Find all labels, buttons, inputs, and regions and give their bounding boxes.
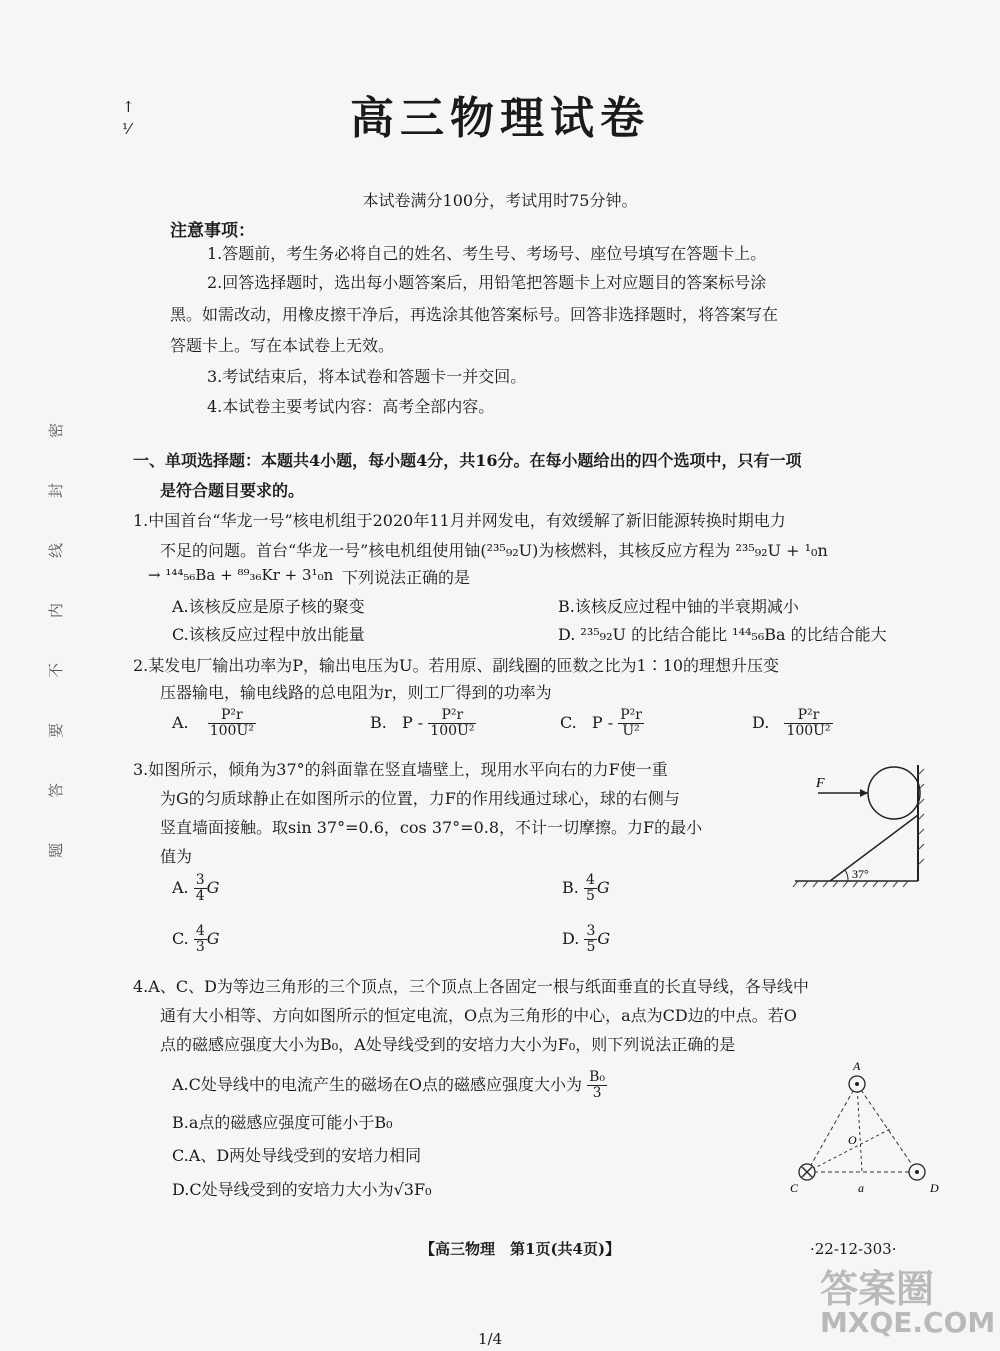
option-label: C. <box>172 929 189 948</box>
denominator: 3 <box>592 1085 602 1101</box>
force-label: F <box>816 776 825 791</box>
unit: G <box>206 929 220 948</box>
option-prefix: P - <box>401 713 424 732</box>
angle-label: 37° <box>852 867 869 881</box>
triangle-edge-ac <box>807 1084 857 1172</box>
denominator: 100U² <box>786 723 831 739</box>
binding-char: 密 <box>47 422 66 439</box>
triangle-edge-ad <box>857 1084 917 1172</box>
q3-line4: 值为 <box>160 847 193 866</box>
incline-line <box>830 815 918 881</box>
denominator: 100U² <box>209 723 254 739</box>
q3-line3: 竖直墙面接触。取sin 37°=0.6，cos 37°=0.8，不计一切摩擦。力F的最小 <box>160 818 703 837</box>
binding-char: 要 <box>47 722 66 739</box>
q4-line1: 4.A、C、D为等边三角形的三个顶点，三个顶点上各固定一根与纸面垂直的长直导线，各导线中 <box>133 977 809 996</box>
denominator: 3 <box>195 939 205 955</box>
fraction <box>618 708 644 739</box>
q4-line3: 点的磁感应强度大小为B₀，A处导线受到的安培力大小为F₀，则下列说法正确的是 <box>160 1035 736 1054</box>
notice-item-1: 1.答题前，考生务必将自己的姓名、考生号、考场号、座位号填写在答题卡上。 <box>207 244 767 263</box>
option-label: B. <box>562 878 579 897</box>
binding-line <box>40 420 76 880</box>
denominator: 100U² <box>430 723 475 739</box>
q1-line3: → ¹⁴⁴₅₆Ba + ⁸⁹₃₆Kr + 3¹₀n <box>148 566 334 584</box>
q1-line2: 不足的问题。首台“华龙一号”核电机组使用铀(²³⁵₉₂U)为核燃料，其核反应方程为 ²³⁵₉₂U + ¹₀n <box>160 541 828 560</box>
footer-label: 【高三物理 第1页(共4页)】 <box>420 1240 621 1258</box>
arrow-head-icon <box>860 789 868 797</box>
fraction <box>584 924 597 955</box>
corner-marks: ↑ ⅟ <box>122 98 135 138</box>
q3-line1: 3.如图所示，倾角为37°的斜面靠在竖直墙壁上，现用水平向右的力F使一重 <box>133 760 668 779</box>
ground-hatch <box>793 881 908 887</box>
watermark-logo: 答案圈 <box>820 1267 935 1311</box>
q3-option-c <box>172 924 220 955</box>
unit: G <box>206 878 220 897</box>
numerator: P²r <box>620 707 642 723</box>
q4-figure <box>780 1058 950 1200</box>
section1-line1: 一、单项选择题：本题共4小题，每小题4分，共16分。在每小题给出的四个选项中，只有一项 <box>133 451 802 470</box>
q3-figure <box>790 735 940 895</box>
label-d: D <box>930 1181 939 1195</box>
binding-char: 题 <box>47 842 66 859</box>
watermark-url: MXQE.COM <box>820 1306 996 1339</box>
q1-line3b: 下列说法正确的是 <box>342 568 471 587</box>
numerator: P²r <box>784 708 832 724</box>
footer-code: ·22-12-303· <box>810 1240 897 1258</box>
numerator: P²r <box>208 708 256 724</box>
numerator: P²r <box>428 708 476 724</box>
q4-option-b: B.a点的磁感应强度可能小于B₀ <box>172 1113 393 1132</box>
ball-circle <box>868 767 920 819</box>
q3-option-a <box>172 873 219 904</box>
q3-option-b <box>562 873 610 904</box>
option-label: D. <box>562 929 580 948</box>
label-a-midpoint: a <box>858 1181 864 1195</box>
option-text: A.C处导线中的电流产生的磁场在O点的磁感应强度大小为 <box>172 1075 583 1094</box>
q1-option-c: C.该核反应过程中放出能量 <box>172 625 365 644</box>
label-c: C <box>790 1181 799 1195</box>
q1-line1: 1.中国首台“华龙一号”核电机组于2020年11月并网发电，有效缓解了新旧能源转换时期电力 <box>133 511 786 530</box>
notice-heading: 注意事项： <box>170 221 255 241</box>
option-label: A. <box>172 713 189 732</box>
exam-info: 本试卷满分100分，考试用时75分钟。 <box>362 191 638 210</box>
binding-char: 封 <box>47 482 66 499</box>
fraction <box>428 708 476 739</box>
q3-option-d <box>562 924 610 955</box>
q2-option-c <box>560 708 644 739</box>
unit: G <box>596 878 610 897</box>
option-label: D. <box>752 713 770 732</box>
q1-option-a: A.该核反应是原子核的聚变 <box>172 597 365 616</box>
notice-item-4: 4.本试卷主要考试内容：高考全部内容。 <box>207 397 495 416</box>
page-title: 高三物理试卷 <box>350 93 650 144</box>
option-label: A. <box>172 878 189 897</box>
numerator: 4 <box>195 923 205 939</box>
option-label: C. <box>560 713 577 732</box>
angle-arc <box>845 870 848 881</box>
q4-option-a <box>172 1070 607 1101</box>
numerator: 4 <box>585 872 595 888</box>
option-label: B. <box>370 713 387 732</box>
q1-option-b: B.该核反应过程中铀的半衰期减小 <box>558 597 799 616</box>
q2-option-b <box>370 708 476 739</box>
label-o: O <box>848 1133 857 1147</box>
denominator: 4 <box>195 888 205 904</box>
q3-line2: 为G的匀质球静止在如图所示的位置，力F的作用线通过球心，球的右侧与 <box>160 789 680 808</box>
binding-char: 线 <box>47 542 66 559</box>
notice-item-2a: 2.回答选择题时，选出每小题答案后，用铅笔把答题卡上对应题目的答案标号涂 <box>207 273 767 292</box>
median-line <box>857 1084 862 1172</box>
numerator: B₀ <box>589 1069 606 1085</box>
fraction <box>584 873 597 904</box>
denominator: 5 <box>586 939 596 955</box>
notice-item-2c: 答题卡上。写在本试卷上无效。 <box>170 336 395 355</box>
denominator: U² <box>622 723 640 739</box>
q1-option-d: D. ²³⁵₉₂U 的比结合能比 ¹⁴⁴₅₆Ba 的比结合能大 <box>558 625 887 644</box>
numerator: 3 <box>195 872 205 888</box>
notice-item-3: 3.考试结束后，将本试卷和答题卡一并交回。 <box>207 367 527 386</box>
denominator: 5 <box>585 888 595 904</box>
q2-option-a <box>172 708 256 739</box>
option-prefix: P - <box>591 713 614 732</box>
unit: G <box>597 929 611 948</box>
fraction <box>587 1070 607 1101</box>
section1-line2: 是符合题目要求的。 <box>160 481 305 500</box>
fraction <box>194 873 207 904</box>
label-a: A <box>853 1059 861 1073</box>
fraction <box>194 924 207 955</box>
q2-line2: 压器输电，输电线路的总电阻为r，则工厂得到的功率为 <box>160 683 552 702</box>
fraction <box>208 708 256 739</box>
binding-char: 不 <box>47 662 66 679</box>
q4-line2: 通有大小相等、方向如图所示的恒定电流，O点为三角形的中心，a点为CD边的中点。若O <box>160 1006 797 1025</box>
q4-option-c: C.A、D两处导线受到的安培力相同 <box>172 1146 422 1165</box>
page-number: 1/4 <box>478 1330 503 1348</box>
q4-option-d: D.C处导线受到的安培力大小为√3F₀ <box>172 1180 432 1199</box>
binding-char: 答 <box>47 782 66 799</box>
q2-line1: 2.某发电厂输出功率为P，输出电压为U。若用原、副线圈的匝数之比为1∶10的理想升压变 <box>133 656 780 675</box>
numerator: 3 <box>586 923 596 939</box>
notice-item-2b: 黑。如需改动，用橡皮擦干净后，再选涂其他答案标号。回答非选择题时，将答案写在 <box>170 305 779 324</box>
binding-char: 内 <box>47 602 66 619</box>
